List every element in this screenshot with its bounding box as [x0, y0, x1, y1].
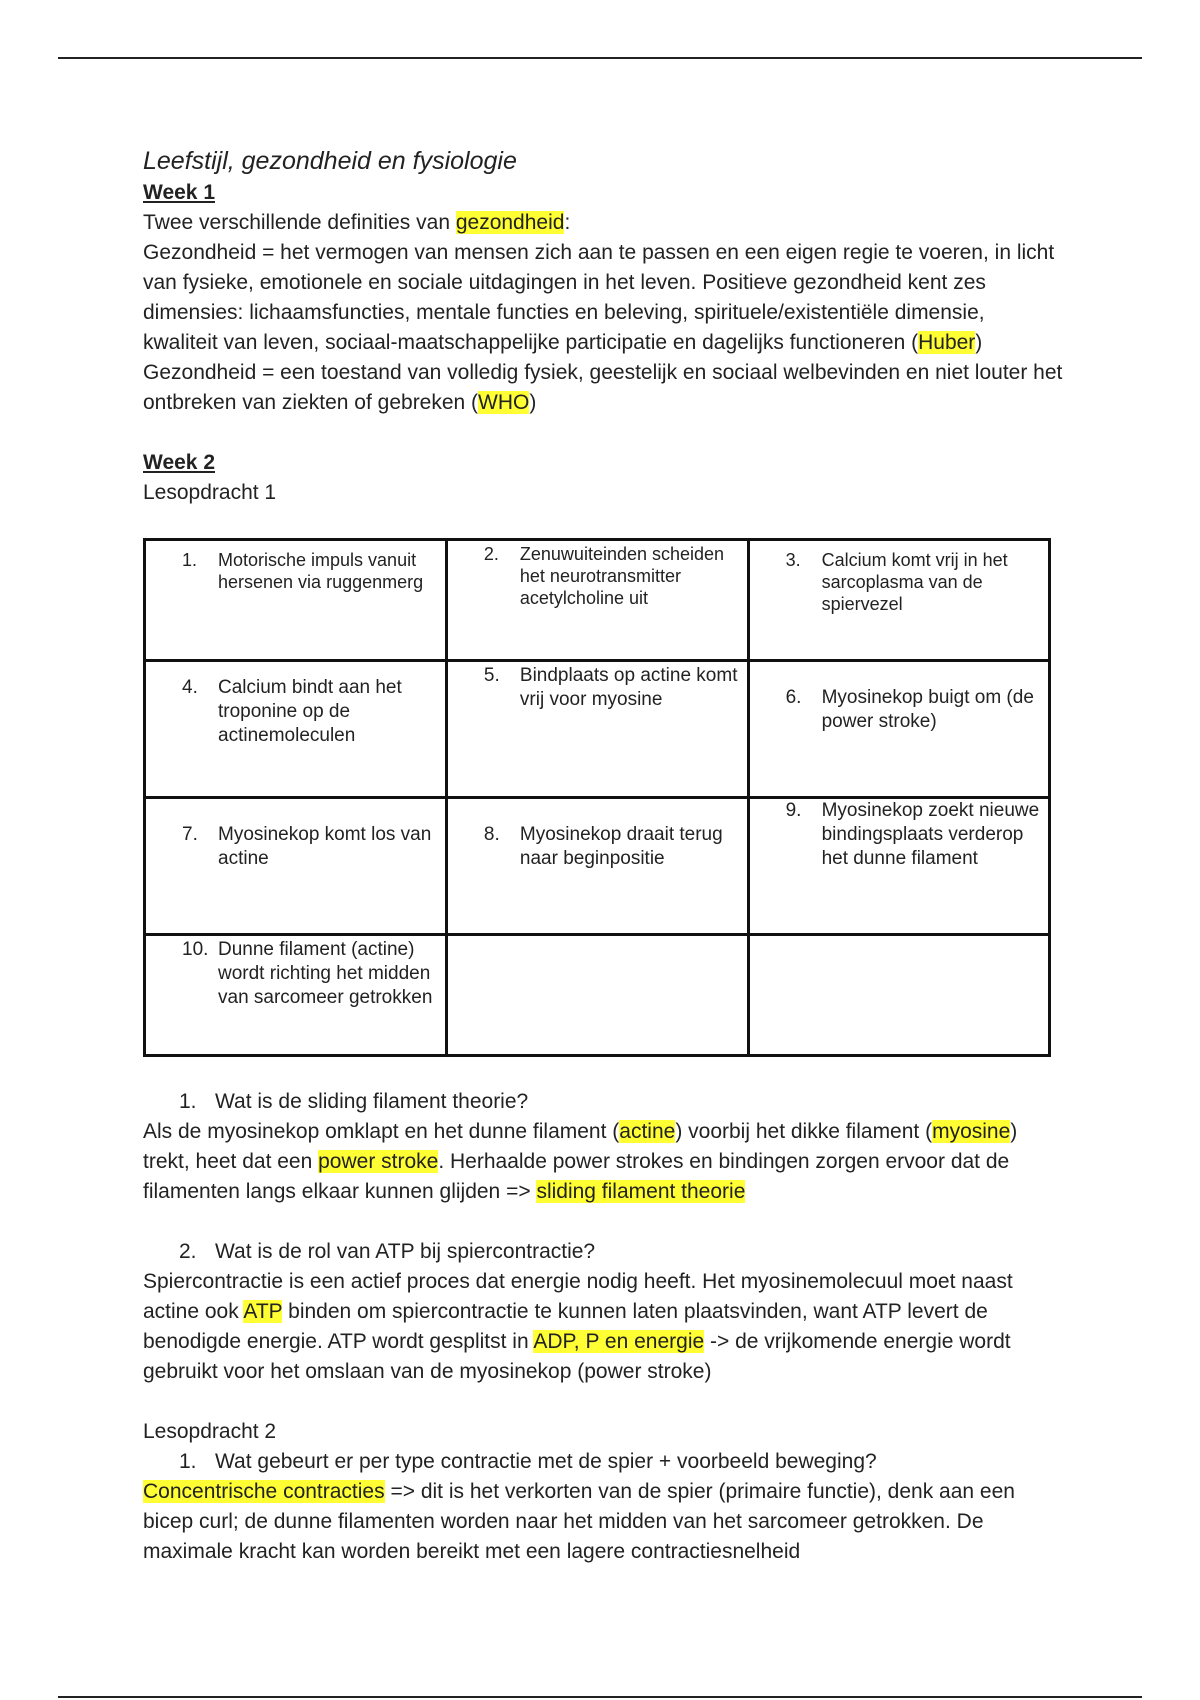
question-text: Wat gebeurt er per type contractie met de spier + voorbeeld beweging? — [215, 1450, 877, 1473]
question-block-2 — [143, 1237, 1063, 1387]
step-text: Myosinekop draait terug naar beginpositie — [519, 824, 723, 869]
step-text: Zenuwuiteinden scheiden het neurotransmitter acetylcholine uit — [519, 544, 725, 608]
step-number: 1. — [182, 550, 198, 570]
step-number: 8. — [483, 824, 500, 845]
table-cell — [145, 661, 447, 798]
header-rule — [58, 57, 1142, 59]
step-text: Dunne filament (actine) wordt richting het midden van sarcomeer getrokken — [218, 939, 433, 1008]
question-number: 1. — [179, 1450, 197, 1473]
definition-text: Gezondheid = het vermogen van mensen zich aan te passen en een eigen regie te voeren, in licht van fysieke, emotionele en sociale uitdagingen in het leven. Positieve gezondheid kent zes dimensies: lichaamsfuncties, mentale functies en beleving, spirituele/existentiële dimensie, kwaliteit van leven, sociaal-maatschappelijke participatie en dagelijks functioneren ( — [143, 241, 1055, 354]
answer-text: -> de vrijkomende energie wordt gebruikt voor het omslaan van de myosinekop (power stroke) — [143, 1330, 1011, 1383]
step-number: 7. — [182, 824, 198, 845]
answer-sliding-filament — [143, 1117, 1063, 1207]
table-cell — [446, 935, 748, 1056]
answer-text: binden om spiercontractie te kunnen laten plaatsvinden, want ATP levert de benodigde energie. ATP wordt gesplitst in — [143, 1300, 988, 1353]
question-block-1 — [143, 1087, 1063, 1207]
definition-huber — [143, 238, 1063, 358]
answer-text: ) trekt, heet dat een — [143, 1120, 1018, 1173]
assignment2-heading: Lesopdracht 2 — [143, 1420, 277, 1443]
highlight-sliding-filament: sliding filament theorie — [536, 1180, 746, 1203]
step-text: Myosinekop komt los van actine — [218, 824, 432, 869]
step-number: 10. — [182, 939, 209, 960]
table-row — [145, 935, 1050, 1056]
definition-close: ) — [529, 391, 537, 414]
answer-text: Als de myosinekop omklapt en het dunne filament ( — [143, 1120, 620, 1143]
question-text: Wat is de rol van ATP bij spiercontractie? — [215, 1240, 596, 1263]
highlight-gezondheid: gezondheid — [455, 211, 565, 234]
table-row — [145, 798, 1050, 935]
document-title: Leefstijl, gezondheid en fysiologie — [143, 147, 517, 175]
step-text: Myosinekop buigt om (de power stroke) — [821, 687, 1034, 732]
step-number: 9. — [785, 800, 802, 821]
table-cell — [145, 540, 447, 661]
table-cell — [748, 540, 1049, 661]
highlight-atp: ATP — [243, 1300, 283, 1323]
week1-intro — [143, 208, 1063, 238]
step-text: Bindplaats op actine komt vrij voor myosine — [519, 665, 738, 710]
footer-rule — [58, 1696, 1142, 1698]
intro-text: Twee verschillende definities van — [143, 211, 456, 234]
step-number: 5. — [483, 665, 500, 686]
step-number: 3. — [785, 550, 801, 570]
contraction-steps-table — [143, 538, 1051, 1057]
step-number: 2. — [483, 544, 499, 564]
highlight-concentrische: Concentrische contracties — [143, 1480, 385, 1503]
table-cell — [446, 540, 748, 661]
document-body — [143, 144, 1063, 1567]
answer-atp — [143, 1267, 1063, 1387]
definition-text: Gezondheid = een toestand van volledig fysiek, geestelijk en sociaal welbevinden en niet louter het ontbreken van ziekten of gebreken ( — [143, 361, 1063, 414]
answer-text: ) voorbij het dikke filament ( — [675, 1120, 933, 1143]
table-row — [145, 540, 1050, 661]
question-number: 2. — [179, 1240, 197, 1263]
spacer — [143, 1207, 1063, 1237]
week2-heading: Week 2 — [143, 451, 215, 474]
answer-text: . Herhaalde power strokes en bindingen zorgen ervoor dat de filamenten langs elkaar kunnen glijden => — [143, 1150, 1010, 1203]
assignment1-heading: Lesopdracht 1 — [143, 481, 277, 504]
highlight-who: WHO — [478, 391, 530, 414]
spacer — [143, 1387, 1063, 1417]
spacer — [143, 418, 1063, 448]
step-number: 6. — [785, 687, 802, 708]
step-text: Calcium bindt aan het troponine op de actinemoleculen — [218, 677, 402, 746]
table-cell — [145, 798, 447, 935]
intro-colon: : — [564, 211, 571, 234]
question-number: 1. — [179, 1090, 197, 1113]
question-sliding-filament — [143, 1087, 1063, 1117]
table-row — [145, 661, 1050, 798]
step-text: Myosinekop zoekt nieuwe bindingsplaats verderop het dunne filament — [821, 800, 1040, 869]
answer-text: => dit is het verkorten van de spier (primaire functie), denk aan een bicep curl; de dunne filamenten worden naar het midden van het sarcomeer getrokken. De maximale kracht kan worden bereikt met een lagere contractiesnelheid — [143, 1480, 1015, 1563]
table-cell — [748, 661, 1049, 798]
table-cell — [748, 798, 1049, 935]
table-cell — [446, 661, 748, 798]
step-number: 4. — [182, 677, 198, 698]
answer-text: Spiercontractie is een actief proces dat energie nodig heeft. Het myosinemolecuul moet naast actine ook — [143, 1270, 1013, 1323]
table-cell — [145, 935, 447, 1056]
question-atp — [143, 1237, 1063, 1267]
highlight-huber: Huber — [918, 331, 976, 354]
step-text: Calcium komt vrij in het sarcoplasma van de spiervezel — [821, 550, 1008, 614]
definition-close: ) — [975, 331, 983, 354]
definition-who — [143, 358, 1063, 418]
highlight-adp: ADP, P en energie — [533, 1330, 705, 1353]
question-contraction-types — [143, 1447, 1063, 1477]
step-text: Motorische impuls vanuit hersenen via ruggenmerg — [218, 550, 424, 592]
highlight-actine: actine — [619, 1120, 676, 1143]
question-block-3 — [143, 1447, 1063, 1567]
table-cell — [748, 935, 1049, 1056]
question-text: Wat is de sliding filament theorie? — [215, 1090, 529, 1113]
week1-heading: Week 1 — [143, 181, 215, 204]
answer-contraction-types — [143, 1477, 1063, 1567]
highlight-power-stroke: power stroke — [318, 1150, 439, 1173]
highlight-myosine: myosine — [932, 1120, 1011, 1143]
table-cell — [446, 798, 748, 935]
